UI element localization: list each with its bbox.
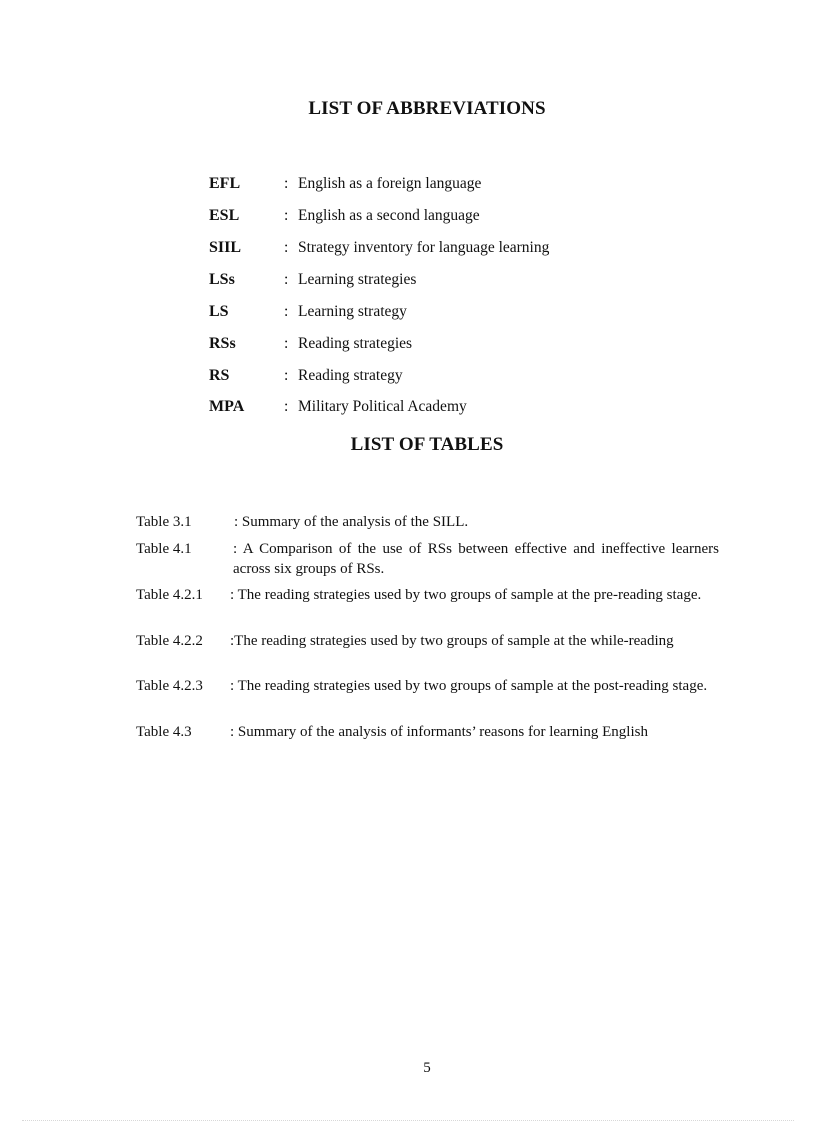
table-number: Table 4.2.2: [136, 633, 203, 649]
abbreviation-term: RS: [209, 367, 230, 384]
abbreviation-definition: Learning strategies: [298, 271, 417, 288]
abbreviation-definition: Reading strategy: [298, 367, 403, 384]
table-caption: : The reading strategies used by two groups of sample at the pre-reading stage.: [230, 587, 702, 603]
abbreviation-definition: Reading strategies: [298, 335, 413, 352]
abbreviation-row: [209, 239, 629, 261]
abbreviation-term: EFL: [209, 175, 241, 192]
abbreviation-separator: :: [284, 335, 289, 352]
table-caption: : A Comparison of the use of RSs between effective and ineffective learners across six groups of RSs.: [233, 541, 719, 577]
abbreviation-definition: English as a second language: [298, 207, 480, 224]
abbreviation-term: LS: [209, 303, 229, 320]
abbreviation-row: [209, 335, 629, 357]
table-caption: : The reading strategies used by two groups of sample at the post-reading stage.: [230, 678, 708, 694]
table-number: Table 3.1: [136, 514, 192, 530]
abbreviation-separator: :: [284, 239, 289, 256]
table-number: Table 4.1: [136, 541, 192, 557]
abbreviation-term: LSs: [209, 271, 235, 288]
page-number: 5: [423, 1060, 431, 1076]
abbreviation-separator: :: [284, 271, 289, 288]
page-bottom-divider: [22, 1120, 794, 1121]
abbreviation-separator: :: [284, 303, 289, 320]
tables-heading: LIST OF TABLES: [350, 434, 504, 455]
table-number: Table 4.2.1: [136, 587, 203, 603]
abbreviation-term: SIIL: [209, 239, 242, 256]
abbreviation-row: [209, 303, 629, 325]
abbreviation-row: [209, 207, 629, 229]
table-caption: : Summary of the analysis of informants’ reasons for learning English: [230, 724, 648, 740]
abbreviation-separator: :: [284, 367, 289, 384]
abbreviation-separator: :: [284, 175, 289, 192]
abbreviation-row: [209, 398, 629, 420]
abbreviation-term: MPA: [209, 398, 245, 415]
abbreviation-separator: :: [284, 398, 289, 415]
table-caption: :The reading strategies used by two groups of sample at the while-reading: [230, 633, 674, 649]
table-number: Table 4.2.3: [136, 678, 203, 694]
abbreviations-heading: LIST OF ABBREVIATIONS: [308, 98, 546, 119]
abbreviation-definition: English as a foreign language: [298, 175, 482, 192]
abbreviation-row: [209, 175, 629, 197]
abbreviation-term: ESL: [209, 207, 240, 224]
abbreviation-separator: :: [284, 207, 289, 224]
abbreviation-row: [209, 367, 629, 389]
table-number: Table 4.3: [136, 724, 192, 740]
abbreviation-definition: Learning strategy: [298, 303, 407, 320]
abbreviation-row: [209, 271, 629, 293]
table-caption: : Summary of the analysis of the SILL.: [234, 514, 469, 530]
abbreviation-definition: Strategy inventory for language learning: [298, 239, 550, 256]
abbreviation-definition: Military Political Academy: [298, 398, 467, 415]
abbreviation-term: RSs: [209, 335, 236, 352]
